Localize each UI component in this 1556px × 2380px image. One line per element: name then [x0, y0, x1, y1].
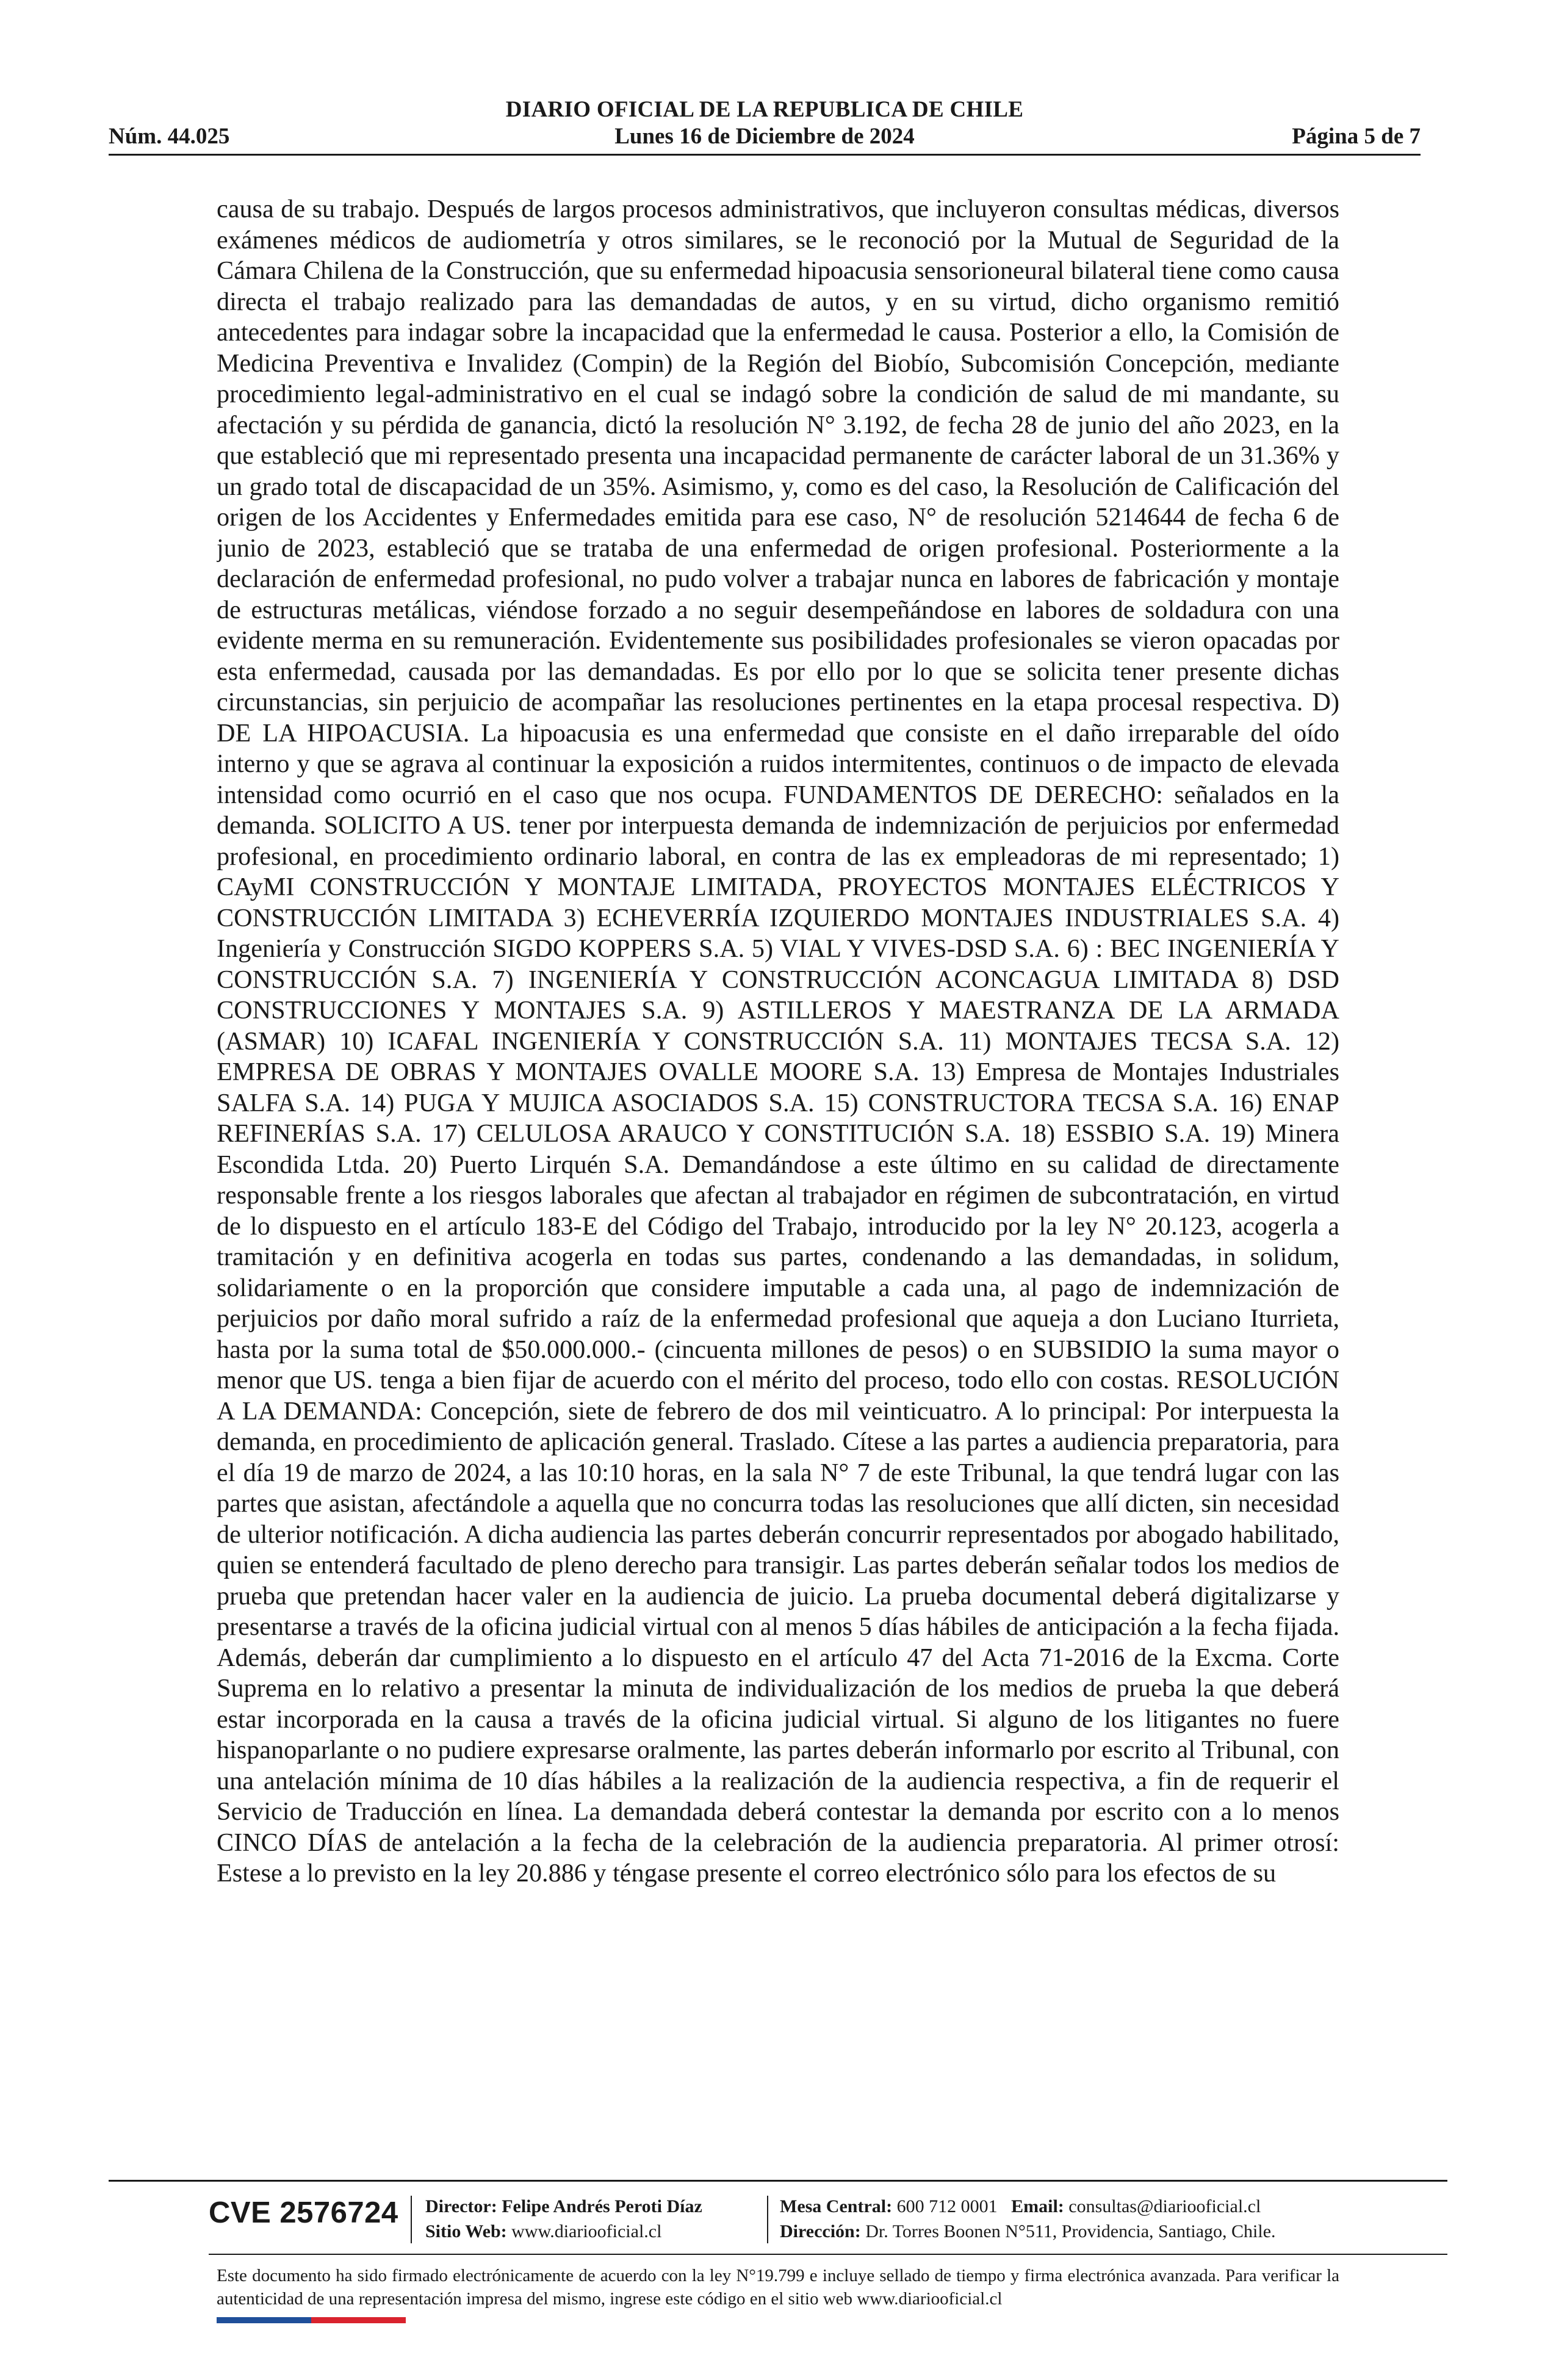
flag-stripe: [217, 2317, 406, 2323]
publication-title: DIARIO OFICIAL DE LA REPUBLICA DE CHILE: [505, 97, 1024, 122]
legal-notice: Este documento ha sido firmado electrónicamente de acuerdo con la ley N°19.799 e incluye sellado de tiempo y firma electrónica avanzada. Para verificar la autenticidad de una representación impresa del mismo, ingrese este código en el sitio web www.diariooficial.cl: [217, 2266, 1339, 2309]
director-name: Felipe Andrés Peroti Díaz: [502, 2196, 702, 2216]
footer-separator: [411, 2196, 412, 2243]
email-label: Email:: [1011, 2196, 1064, 2216]
phone-label: Mesa Central:: [780, 2196, 893, 2216]
footer-divider-secondary: [209, 2254, 1447, 2255]
document-body: causa de su trabajo. Después de largos procesos administrativos, que incluyeron consultas médicas, diversos exámenes médicos de audiometría y otros similares, se le reconoció por la Mutual de Seguridad de la Cámara Chilena de la Construcción, que su enfermedad hipoacusia sensorioneural bilateral tiene como causa directa el trabajo realizado para las demandadas de autos, y en su virtud, dicho organismo remitió antecedentes para indagar sobre la incapacidad que la enfermedad le causa. Posterior a ello, la Comisión de Medicina Preventiva e Invalidez (Compin) de la Región del Biobío, Subcomisión Concepción, mediante procedimiento legal-administrativo en el cual se indagó sobre la condición de salud de mi mandante, su afectación y su pérdida de ganancia, dictó la resolución N° 3.192, de fecha 28 de junio del año 2023, en la que estableció que mi representado presenta una incapacidad permanente de carácter laboral de un 31.36% y un grado total de discapacidad de un 35%. Asimismo, y, como es del caso, la Resolución de Calificación del origen de los Accidentes y Enfermedades emitida para ese caso, N° de resolución 5214644 de fecha 6 de junio de 2023, estableció que se trataba de una enfermedad de origen profesional. Posteriormente a la declaración de enfermedad profesional, no pudo volver a trabajar nunca en labores de fabricación y montaje de estructuras metálicas, viéndose forzado a no seguir desempeñándose en labores de soldadura con una evidente merma en su remuneración. Evidentemente sus posibilidades profesionales se vieron opacadas por esta enfermedad, causada por las demandadas. Es por ello por lo que se solicita tener presente dichas circunstancias, sin perjuicio de acompañar las resoluciones pertinentes en la etapa procesal respectiva. D) DE LA HIPOACUSIA. La hipoacusia es una enfermedad que consiste en el daño irreparable del oído interno y que se agrava al continuar la exposición a ruidos intermitentes, continuos o de impacto de elevada intensidad como ocurrió en el caso que nos ocupa. FUNDAMENTOS DE DERECHO: señalados en la demanda. SOLICITO A US. tener por interpuesta demanda de indemnización de perjuicios por enfermedad profesional, en procedimiento ordinario laboral, en contra de las ex empleadoras de mi representado; 1) CAyMI CONSTRUCCIÓN Y MONTAJE LIMITADA, PROYECTOS MONTAJES ELÉCTRICOS Y CONSTRUCCIÓN LIMITADA 3) ECHEVERRÍA IZQUIERDO MONTAJES INDUSTRIALES S.A. 4) Ingeniería y Construcción SIGDO KOPPERS S.A. 5) VIAL Y VIVES-DSD S.A. 6) : BEC INGENIERÍA Y CONSTRUCCIÓN S.A. 7) INGENIERÍA Y CONSTRUCCIÓN ACONCAGUA LIMITADA 8) DSD CONSTRUCCIONES Y MONTAJES S.A. 9) ASTILLEROS Y MAESTRANZA DE LA ARMADA (ASMAR) 10) ICAFAL INGENIERÍA Y CONSTRUCCIÓN S.A. 11) MONTAJES TECSA S.A. 12) EMPRESA DE OBRAS Y MONTAJES OVALLE MOORE S.A. 13) Empresa de Montajes Industriales SALFA S.A. 14) PUGA Y MUJICA ASOCIADOS S.A. 15) CONSTRUCTORA TECSA S.A. 16) ENAP REFINERÍAS S.A. 17) CELULOSA ARAUCO Y CONSTITUCIÓN S.A. 18) ESSBIO S.A. 19) Minera Escondida Ltda. 20) Puerto Lirquén S.A. Demandándose a este último en su calidad de directamente responsable frente a los riesgos laborales que afectan al trabajador en régimen de subcontratación, en virtud de lo dispuesto en el artículo 183-E del Código del Trabajo, introducido por la ley N° 20.123, acogerla a tramitación y en definitiva acogerla en todas sus partes, condenando a las demandadas, in solidum, solidariamente o en la proporción que considere imputable a cada una, al pago de indemnización de perjuicios por daño moral sufrido a raíz de la enfermedad profesional que aqueja a don Luciano Iturrieta, hasta por la suma total de $50.000.000.- (cincuenta millones de pesos) o en SUBSIDIO la suma mayor o menor que US. tenga a bien fijar de acuerdo con el mérito del proceso, todo ello con costas. RESOLUCIÓN A LA DEMANDA: Concepción, siete de febrero de dos mil veinticuatro. A lo principal: Por interpuesta la demanda, en procedimiento de aplicación general. Traslado. Cítese a las partes a audiencia preparatoria, para el día 19 de marzo de 2024, a las 10:10 horas, en la sala N° 7 de este Tribunal, la que tendrá lugar con las partes que asistan, afectándole a aquella que no concurra todas las resoluciones que allí dicten, sin necesidad de ulterior notificación. A dicha audiencia las partes deberán concurrir representados por abogado habilitado, quien se entenderá facultado de pleno derecho para transigir. Las partes deberán señalar todos los medios de prueba que pretendan hacer valer en la audiencia de juicio. La prueba documental deberá digitalizarse y presentarse a través de la oficina judicial virtual con al menos 5 días hábiles de anticipación a la fecha fijada. Además, deberán dar cumplimiento a lo dispuesto en el artículo 47 del Acta 71-2016 de la Excma. Corte Suprema en lo relativo a presentar la minuta de individualización de los medios de prueba la que deberá estar incorporada en la causa a través de la oficina judicial virtual. Si alguno de los litigantes no fuere hispanoparlante o no pudiere expresarse oralmente, las partes deberán informarlo por escrito al Tribunal, con una antelación mínima de 10 días hábiles a la realización de la audiencia respectiva, a fin de requerir el Servicio de Traducción en línea. La demandada deberá contestar la demanda por escrito con a lo menos CINCO DÍAS de antelación a la fecha de la celebración de la audiencia preparatoria. Al primer otrosí: Estese a lo previsto en la ley 20.886 y téngase presente el correo electrónico sólo para los efectos de su: [217, 195, 1339, 1888]
footer-separator: [767, 2196, 768, 2243]
page-number: Página 5 de 7: [1292, 124, 1421, 149]
phone-number: 600 712 0001: [896, 2196, 998, 2216]
flag-blue-segment: [217, 2317, 311, 2323]
email-link[interactable]: consultas@diariooficial.cl: [1068, 2196, 1261, 2216]
footer-director-block: [425, 2194, 702, 2244]
page-header: [109, 92, 1421, 159]
issue-number: Núm. 44.025: [109, 124, 230, 149]
address-text: Dr. Torres Boonen N°511, Providencia, Santiago, Chile.: [865, 2221, 1276, 2241]
website-label: Sitio Web:: [425, 2221, 507, 2241]
address-label: Dirección:: [780, 2221, 861, 2241]
cve-code: CVE 2576724: [209, 2196, 398, 2229]
footer-contact-block: [780, 2194, 1276, 2244]
issue-date: Lunes 16 de Diciembre de 2024: [614, 124, 915, 149]
header-divider: [109, 154, 1421, 156]
footer-divider: [109, 2180, 1447, 2182]
flag-red-segment: [311, 2317, 406, 2323]
director-label: Director:: [425, 2196, 497, 2216]
website-link[interactable]: www.diariooficial.cl: [511, 2221, 662, 2241]
